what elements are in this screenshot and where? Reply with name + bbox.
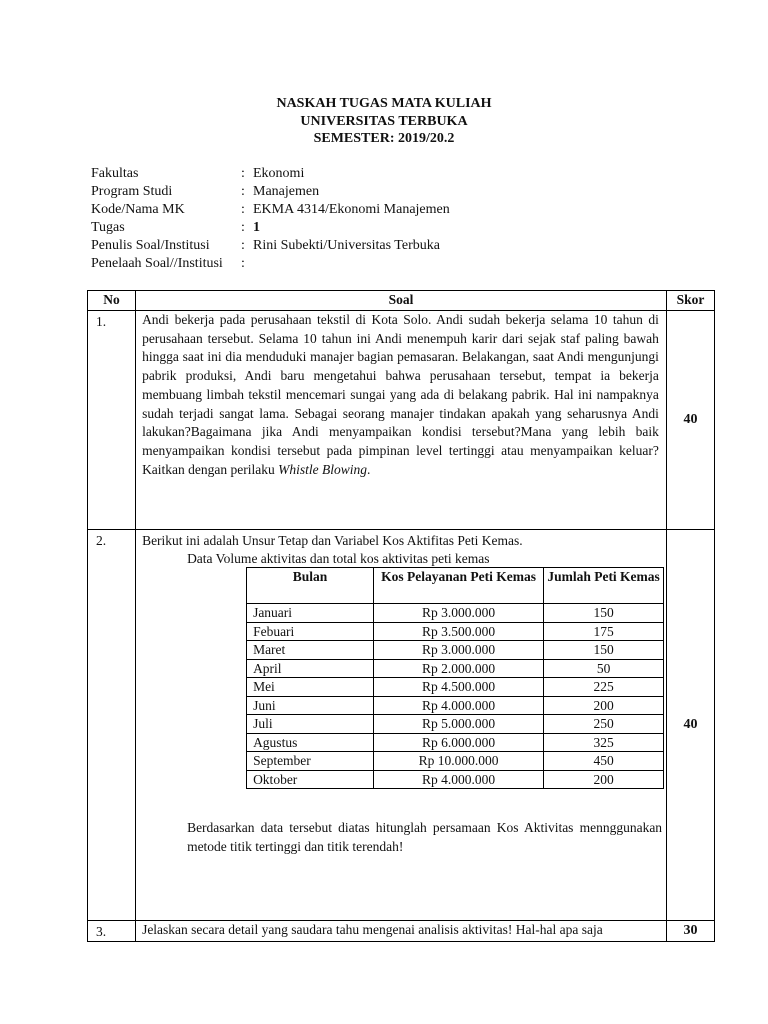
question-number: 2.	[88, 530, 136, 921]
table-row	[247, 659, 664, 678]
info-row-fakultas	[91, 165, 450, 183]
question-2-intro: Berikut ini adalah Unsur Tetap dan Variabel Kos Aktifitas Peti Kemas.	[142, 533, 523, 548]
cell-jumlah: 50	[544, 659, 664, 678]
column-header-jumlah: Jumlah Peti Kemas	[544, 568, 664, 604]
cell-jumlah: 150	[544, 604, 664, 623]
cell-kos: Rp 5.000.000	[374, 715, 544, 734]
info-label: Fakultas	[91, 166, 139, 181]
cell-jumlah: 250	[544, 715, 664, 734]
table-row	[247, 622, 664, 641]
info-separator: :	[241, 202, 245, 217]
header-soal: Soal	[136, 291, 667, 311]
question-2-instruction: Berdasarkan data tersebut diatas hitunglah persamaan Kos Aktivitas mennggunakan metode titik tertinggi dan titik terendah!	[187, 820, 663, 854]
table-row	[247, 641, 664, 660]
cell-jumlah: 200	[544, 696, 664, 715]
header-semester: SEMESTER: 2019/20.2	[313, 131, 455, 146]
info-value: EKMA 4314/Ekonomi Manajemen	[253, 202, 450, 217]
data-table-caption: Data Volume aktivitas dan total kos aktivitas peti kemas	[187, 551, 490, 566]
info-separator: :	[241, 184, 245, 199]
table-row	[247, 770, 664, 789]
column-header-bulan: Bulan	[247, 568, 374, 604]
questions-table	[87, 290, 715, 942]
question-1-end: .	[367, 461, 371, 477]
table-row	[247, 733, 664, 752]
info-label: Penelaah Soal//Institusi	[91, 256, 223, 271]
info-value: Ekonomi	[253, 166, 305, 181]
info-label: Kode/Nama MK	[91, 202, 185, 217]
cell-kos: Rp 3.000.000	[374, 604, 544, 623]
info-label: Program Studi	[91, 184, 173, 199]
data-table-header-row	[247, 568, 664, 604]
cell-kos: Rp 3.000.000	[374, 641, 544, 660]
question-1-text	[136, 311, 666, 479]
question-text-cell	[136, 530, 667, 921]
table-row	[247, 604, 664, 623]
cell-kos: Rp 4.000.000	[374, 770, 544, 789]
question-2-content	[136, 530, 666, 920]
question-score: 40	[666, 311, 714, 530]
info-row-kode-mk	[91, 201, 450, 219]
cell-bulan: Juli	[247, 715, 374, 734]
info-value: Rini Subekti/Universitas Terbuka	[253, 238, 440, 253]
info-separator: :	[241, 220, 245, 235]
info-row-program-studi	[91, 183, 450, 201]
info-row-penulis	[91, 237, 450, 255]
cell-bulan: April	[247, 659, 374, 678]
cell-bulan: Juni	[247, 696, 374, 715]
cell-bulan: Oktober	[247, 770, 374, 789]
question-1-term: Whistle Blowing	[278, 461, 368, 477]
table-row	[247, 678, 664, 697]
question-score: 40	[666, 530, 714, 921]
activity-data-table	[246, 567, 664, 789]
cell-jumlah: 150	[544, 641, 664, 660]
cell-jumlah: 175	[544, 622, 664, 641]
header-title: NASKAH TUGAS MATA KULIAH	[276, 96, 492, 111]
info-separator: :	[241, 238, 245, 253]
info-separator: :	[241, 166, 245, 181]
question-1-body: Andi bekerja pada perusahaan tekstil di Kota Solo. Andi sudah bekerja selama 10 tahun di perusahaan tersebut. Selama 10 tahun ini Andi menempuh karir dari sejak staf paling bawah hingga saat ini dia menduduki manajer bagian pemasaran. Belakangan, saat Andi mengunjungi pabrik produksi, Andi baru mengetahui bahwa perusahaan tersebut, tempat ia bekerja membuang limbah tekstil mencemari sungai yang ada di belakang pabrik. Hal ini nampaknya sudah terjadi sangat lama. Sebagai seorang manajer tindakan apakah yang seharusnya Andi lakukan?Bagaimana jika Andi menyampaikan kondisi tersebut?Mana yang lebih baik menyampaikan kondisi tersebut pada pimpinan level tertinggi atau menyampaikan keluar?Kaitkan dengan perilaku	[142, 312, 659, 477]
info-value: 1	[253, 220, 260, 235]
question-row-2	[88, 530, 715, 921]
cell-jumlah: 450	[544, 752, 664, 771]
cell-kos: Rp 6.000.000	[374, 733, 544, 752]
table-row	[247, 752, 664, 771]
question-number: 3.	[88, 921, 136, 942]
table-row	[247, 715, 664, 734]
column-header-kos: Kos Pelayanan Peti Kemas	[374, 568, 544, 604]
header-university: UNIVERSITAS TERBUKA	[300, 113, 468, 129]
cell-jumlah: 200	[544, 770, 664, 789]
question-score: 30	[666, 921, 714, 942]
course-info	[91, 165, 450, 273]
cell-kos: Rp 10.000.000	[374, 752, 544, 771]
cell-bulan: Agustus	[247, 733, 374, 752]
cell-kos: Rp 3.500.000	[374, 622, 544, 641]
info-label: Tugas	[91, 220, 125, 235]
table-row	[247, 696, 664, 715]
cell-bulan: Maret	[247, 641, 374, 660]
cell-jumlah: 325	[544, 733, 664, 752]
cell-bulan: September	[247, 752, 374, 771]
question-3-text: Jelaskan secara detail yang saudara tahu mengenai analisis aktivitas! Hal-hal apa saja	[142, 922, 603, 937]
question-number: 1.	[88, 311, 136, 530]
cell-jumlah: 225	[544, 678, 664, 697]
document-header	[0, 95, 768, 148]
info-label: Penulis Soal/Institusi	[91, 238, 210, 253]
header-no: No	[88, 291, 136, 311]
question-row-1	[88, 311, 715, 530]
question-text-cell	[136, 921, 667, 942]
header-skor: Skor	[666, 291, 714, 311]
cell-kos: Rp 4.500.000	[374, 678, 544, 697]
info-value: Manajemen	[253, 184, 320, 199]
cell-bulan: Febuari	[247, 622, 374, 641]
info-row-penelaah	[91, 255, 450, 273]
cell-kos: Rp 2.000.000	[374, 659, 544, 678]
info-row-tugas	[91, 219, 450, 237]
question-row-3	[88, 921, 715, 942]
cell-kos: Rp 4.000.000	[374, 696, 544, 715]
question-text-cell	[136, 311, 667, 530]
cell-bulan: Januari	[247, 604, 374, 623]
questions-header-row	[88, 291, 715, 311]
info-separator: :	[241, 256, 245, 271]
cell-bulan: Mei	[247, 678, 374, 697]
